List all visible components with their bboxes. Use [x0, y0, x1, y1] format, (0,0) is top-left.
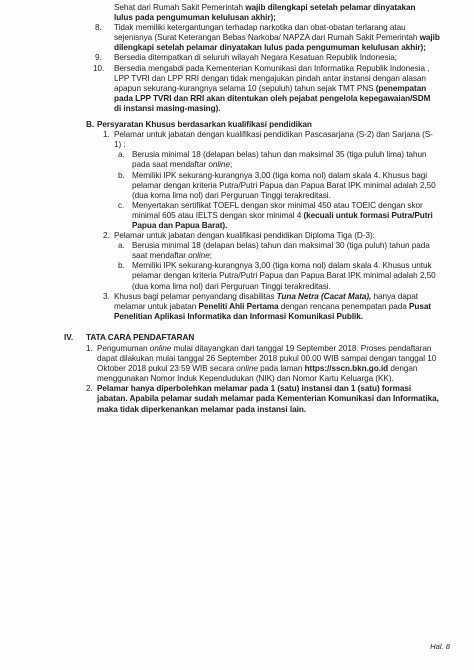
section-label: IV.	[64, 332, 74, 342]
section-iv-item-1	[86, 344, 442, 384]
item-bold: Pelamar hanya diperbolehkan melamar pada 1 (satu) instansi dan 1 (satu) formasi jabatan. Apabila pelamar sudah melamar pada Kementerian Komunikasi dan Informatika, maka tidak diperkenankan melamar pada instansi lain.	[97, 384, 439, 414]
sub-text: Menyertakan sertifikat TOEFL dengan skor minimal 450 atau TOEIC dengan skor minimal 605 atau IELTS dengan skor minimal 4	[132, 200, 423, 220]
sub-italic: online	[188, 251, 210, 261]
item-italic-1: online	[149, 344, 172, 353]
item-bold-1: Peneliti Ahli Pertama	[198, 301, 279, 311]
item-text-3: pada laman	[257, 364, 305, 374]
item-number: 9.	[95, 53, 102, 63]
item-italic-2: online	[236, 364, 258, 374]
section-iv-item-2	[86, 384, 442, 414]
section-b-item-1	[103, 130, 440, 150]
item-number: 1.	[86, 344, 93, 353]
sub-item-b	[118, 170, 440, 201]
section-b-heading	[86, 120, 474, 130]
page-number: Hal. 8	[430, 642, 450, 651]
continuation-text: Sehat dari Rumah Sakit Pemerintah	[114, 3, 246, 12]
item-text-2: mulai ditayangkan dari tanggal 19 September 2018. Proses pendaftaran dapat dilakukan mulai tanggal 26 September 2018 pukul 00.00 WIB sampai dengan tanggal 10 Oktober 2018 pukul 23:59 WIB secara	[97, 344, 437, 374]
item-text: Bersedia mengabdi pada Kementerian Komunikasi dan Informatika Republik Indonesia , LPP TVRI dan LPP RRI dengan tidak mengajukan pindah antar instansi dengan alasan apapun sekurang-kurangnya selama 10 (sepuluh) tahun sejak TMT PNS	[114, 63, 430, 93]
sub-item-c	[118, 200, 440, 231]
item-bold: wajib dilengkapi setelah pelamar dinyatakan lulus pada pengumuman kelulusan akhir);	[114, 33, 440, 53]
sub-text: Memiliki IPK sekurang-kurangnya 3,00 (tiga koma nol) dalam skala 4. Khusus bagi pelamar dengan kriteria Putra/Putri Papua dan Papua Barat IPK minimal adalah 2,50 (dua koma lima nol) dari Perguruan Tinggi terakreditasi.	[132, 170, 436, 200]
section-iv-heading	[64, 332, 474, 343]
item-number: 2.	[103, 231, 110, 241]
item-number: 10.	[93, 63, 105, 73]
item-7-continuation	[114, 3, 434, 23]
section-label: B.	[86, 120, 95, 130]
item-text-4: dengan menggunakan Nomor Induk Kependudukan (NIK) dan Nomor Kartu Keluarga (KK).	[97, 364, 418, 384]
item-text-mid-2: dengan rencana penempatan pada	[278, 301, 409, 311]
continuation-bold: wajib dilengkapi setelah pelamar dinyatakan lulus pada pengumuman kelulusan akhir);	[114, 3, 416, 23]
item-number: 1.	[103, 130, 110, 140]
sub-text: Berusia minimal 18 (delapan belas) tahun dan maksimal 35 (tiga puluh lima) tahun pada saat mendaftar	[132, 150, 427, 170]
item-number: 3.	[103, 291, 110, 301]
item-text: Khusus bagi pelamar penyandang disabilitas	[114, 291, 277, 301]
item-text: Pelamar untuk jabatan dengan kualifikasi pendidikan Pascasarjana (S-2) dan Sarjana (S-1) :	[114, 130, 433, 150]
sub-item-a	[118, 150, 440, 170]
sub-label: b.	[118, 261, 125, 271]
sub-bold: (kecuali untuk formasi Putra/Putri Papua dan Papua Barat).	[132, 210, 433, 230]
item-text-mid: hanya dapat melamar untuk jabatan	[114, 291, 419, 311]
section-title: Persyaratan Khusus berdasarkan kualifikasi pendidikan	[97, 120, 312, 130]
item-text: Bersedia ditempatkan di seluruh wilayah Negara Kesatuan Republik Indonesia;	[114, 53, 397, 63]
sub-tail: ;	[209, 251, 212, 261]
sub-tail: ;	[229, 160, 233, 170]
general-item-8	[95, 23, 440, 53]
sub-text: Berusia minimal 18 (delapan belas) tahun dan maksimal 30 (tiga puluh) tahun pada saat mendaftar	[132, 241, 430, 261]
sub-label: a.	[118, 150, 125, 160]
section-b-item-3	[103, 291, 440, 322]
item-text-1: Pengumuman	[97, 344, 150, 353]
sub-italic: online	[208, 160, 230, 170]
item-number: 8.	[95, 23, 102, 33]
general-item-9	[95, 53, 426, 63]
item-bold-2: Pusat Penelitian Aplikasi Informatika dan Informasi Komunikasi Publik.	[114, 301, 432, 321]
sub-label: a.	[118, 241, 125, 251]
sub-item-a	[118, 241, 440, 261]
section-b-item-2	[103, 231, 440, 241]
item-bold-italic: Tuna Netra (Cacat Mata),	[276, 291, 372, 301]
general-item-10	[93, 63, 438, 114]
registration-link[interactable]: https://sscn.bkn.go.id	[304, 364, 389, 374]
sub-item-b	[118, 261, 440, 291]
item-number: 2.	[86, 384, 93, 394]
item-text: Pelamar untuk jabatan dengan kualifikasi pendidikan Diploma Tiga (D-3):	[114, 231, 375, 241]
section-title: TATA CARA PENDAFTARAN	[86, 332, 195, 342]
sub-label: c.	[118, 200, 125, 210]
item-bold: (penempatan pada LPP TVRI dan RRI akan ditentukan oleh pejabat pengelola kepegawaian/SDM di instansi masing-masing).	[114, 83, 431, 113]
item-text: Tidak memiliki ketergantungan terhadap narkotika dan obat-obatan terlarang atau sejenisnya (Surat Keterangan Bebas Narkoba/ NAPZA dari Rumah Sakit Pemerintah	[114, 23, 420, 43]
sub-text: Memiliki IPK sekurang-kurangnya 3,00 (tiga koma nol) dalam skala 4. Khusus untuk pelamar dengan kriteria Putra/Putri Papua dan Papua Barat IPK minimal adalah 2,50 (dua koma lima nol) dari Perguruan Tinggi terakreditasi.	[132, 261, 436, 291]
sub-label: b.	[118, 170, 125, 180]
